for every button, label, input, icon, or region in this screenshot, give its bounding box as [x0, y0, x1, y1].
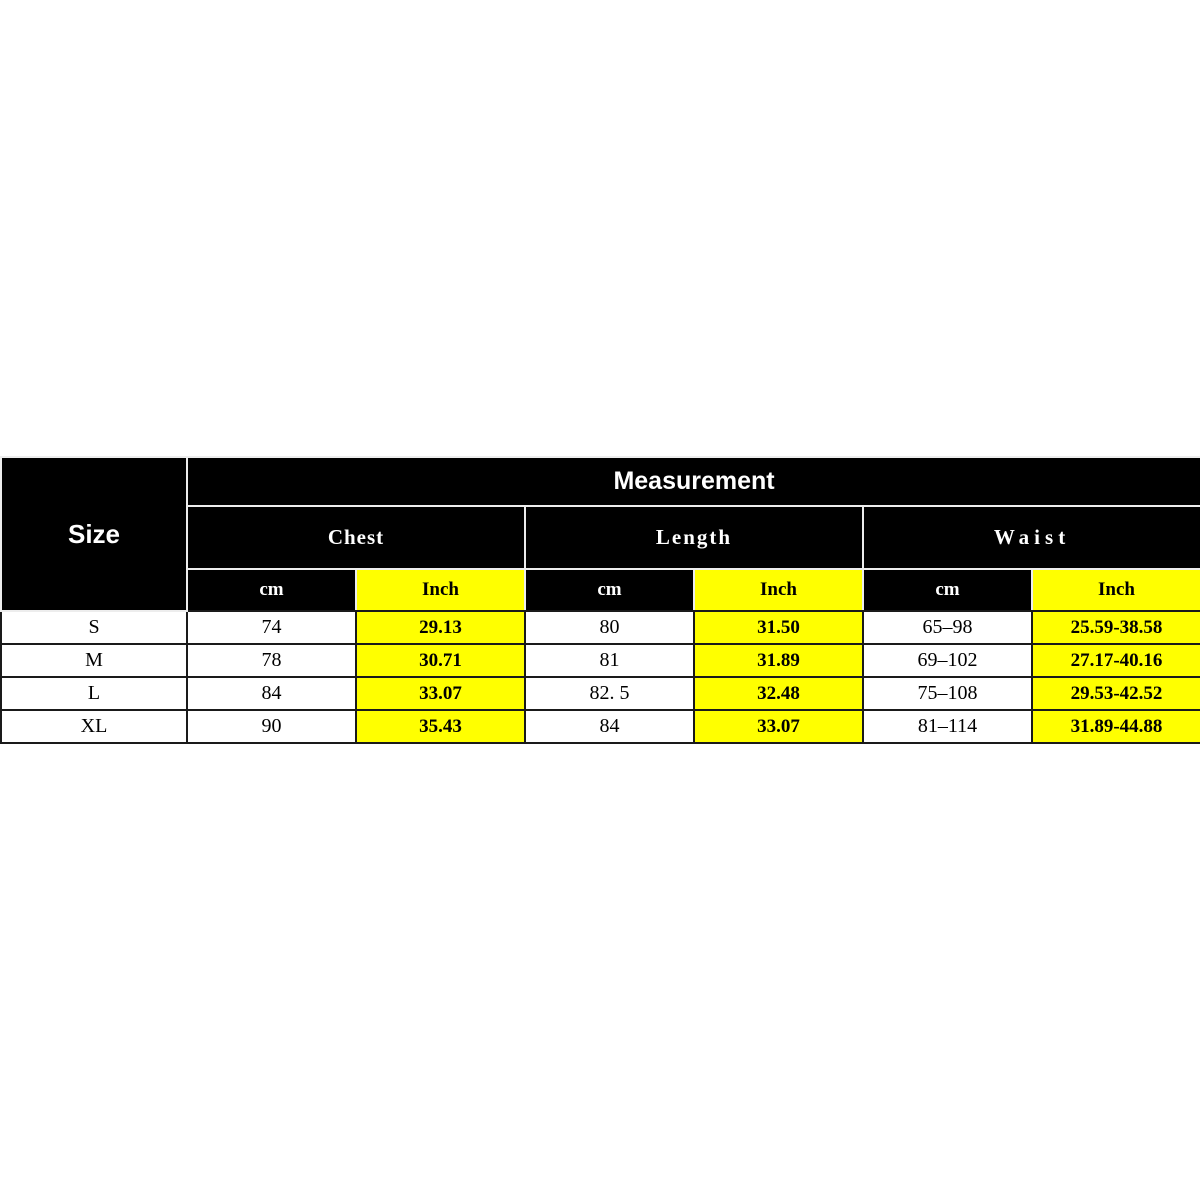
- chest-inch-cell: 29.13: [356, 611, 525, 644]
- chest-cm-header: cm: [187, 569, 356, 611]
- length-cm-cell: 81: [525, 644, 694, 677]
- length-cm-cell: 82. 5: [525, 677, 694, 710]
- chest-inch-cell: 35.43: [356, 710, 525, 743]
- waist-cm-header: cm: [863, 569, 1032, 611]
- length-inch-header: Inch: [694, 569, 863, 611]
- length-inch-cell: 31.89: [694, 644, 863, 677]
- waist-inch-cell: 29.53-42.52: [1032, 677, 1200, 710]
- waist-inch-cell: 27.17-40.16: [1032, 644, 1200, 677]
- waist-cm-cell: 69–102: [863, 644, 1032, 677]
- length-inch-cell: 32.48: [694, 677, 863, 710]
- length-inch-cell: 33.07: [694, 710, 863, 743]
- chest-cm-cell: 84: [187, 677, 356, 710]
- size-row-s: [1, 611, 1200, 644]
- measurement-header: Measurement: [187, 457, 1200, 506]
- size-row-m: [1, 644, 1200, 677]
- chest-inch-cell: 33.07: [356, 677, 525, 710]
- size-label-cell: XL: [1, 710, 187, 743]
- length-cm-cell: 80: [525, 611, 694, 644]
- length-inch-cell: 31.50: [694, 611, 863, 644]
- waist-cm-cell: 75–108: [863, 677, 1032, 710]
- size-label-cell: M: [1, 644, 187, 677]
- waist-group-header: Waist: [863, 506, 1200, 569]
- size-label-cell: S: [1, 611, 187, 644]
- waist-inch-header: Inch: [1032, 569, 1200, 611]
- chest-inch-header: Inch: [356, 569, 525, 611]
- chest-cm-cell: 90: [187, 710, 356, 743]
- size-corner-header: Size: [1, 457, 187, 611]
- size-row-l: [1, 677, 1200, 710]
- measurement-header-row: [1, 457, 1200, 506]
- waist-inch-cell: 31.89-44.88: [1032, 710, 1200, 743]
- chest-cm-cell: 78: [187, 644, 356, 677]
- length-cm-cell: 84: [525, 710, 694, 743]
- size-chart-table: [0, 456, 1200, 744]
- waist-inch-cell: 25.59-38.58: [1032, 611, 1200, 644]
- chest-inch-cell: 30.71: [356, 644, 525, 677]
- chest-cm-cell: 74: [187, 611, 356, 644]
- size-row-xl: [1, 710, 1200, 743]
- waist-cm-cell: 65–98: [863, 611, 1032, 644]
- chest-group-header: Chest: [187, 506, 525, 569]
- waist-cm-cell: 81–114: [863, 710, 1032, 743]
- length-group-header: Length: [525, 506, 863, 569]
- length-cm-header: cm: [525, 569, 694, 611]
- size-label-cell: L: [1, 677, 187, 710]
